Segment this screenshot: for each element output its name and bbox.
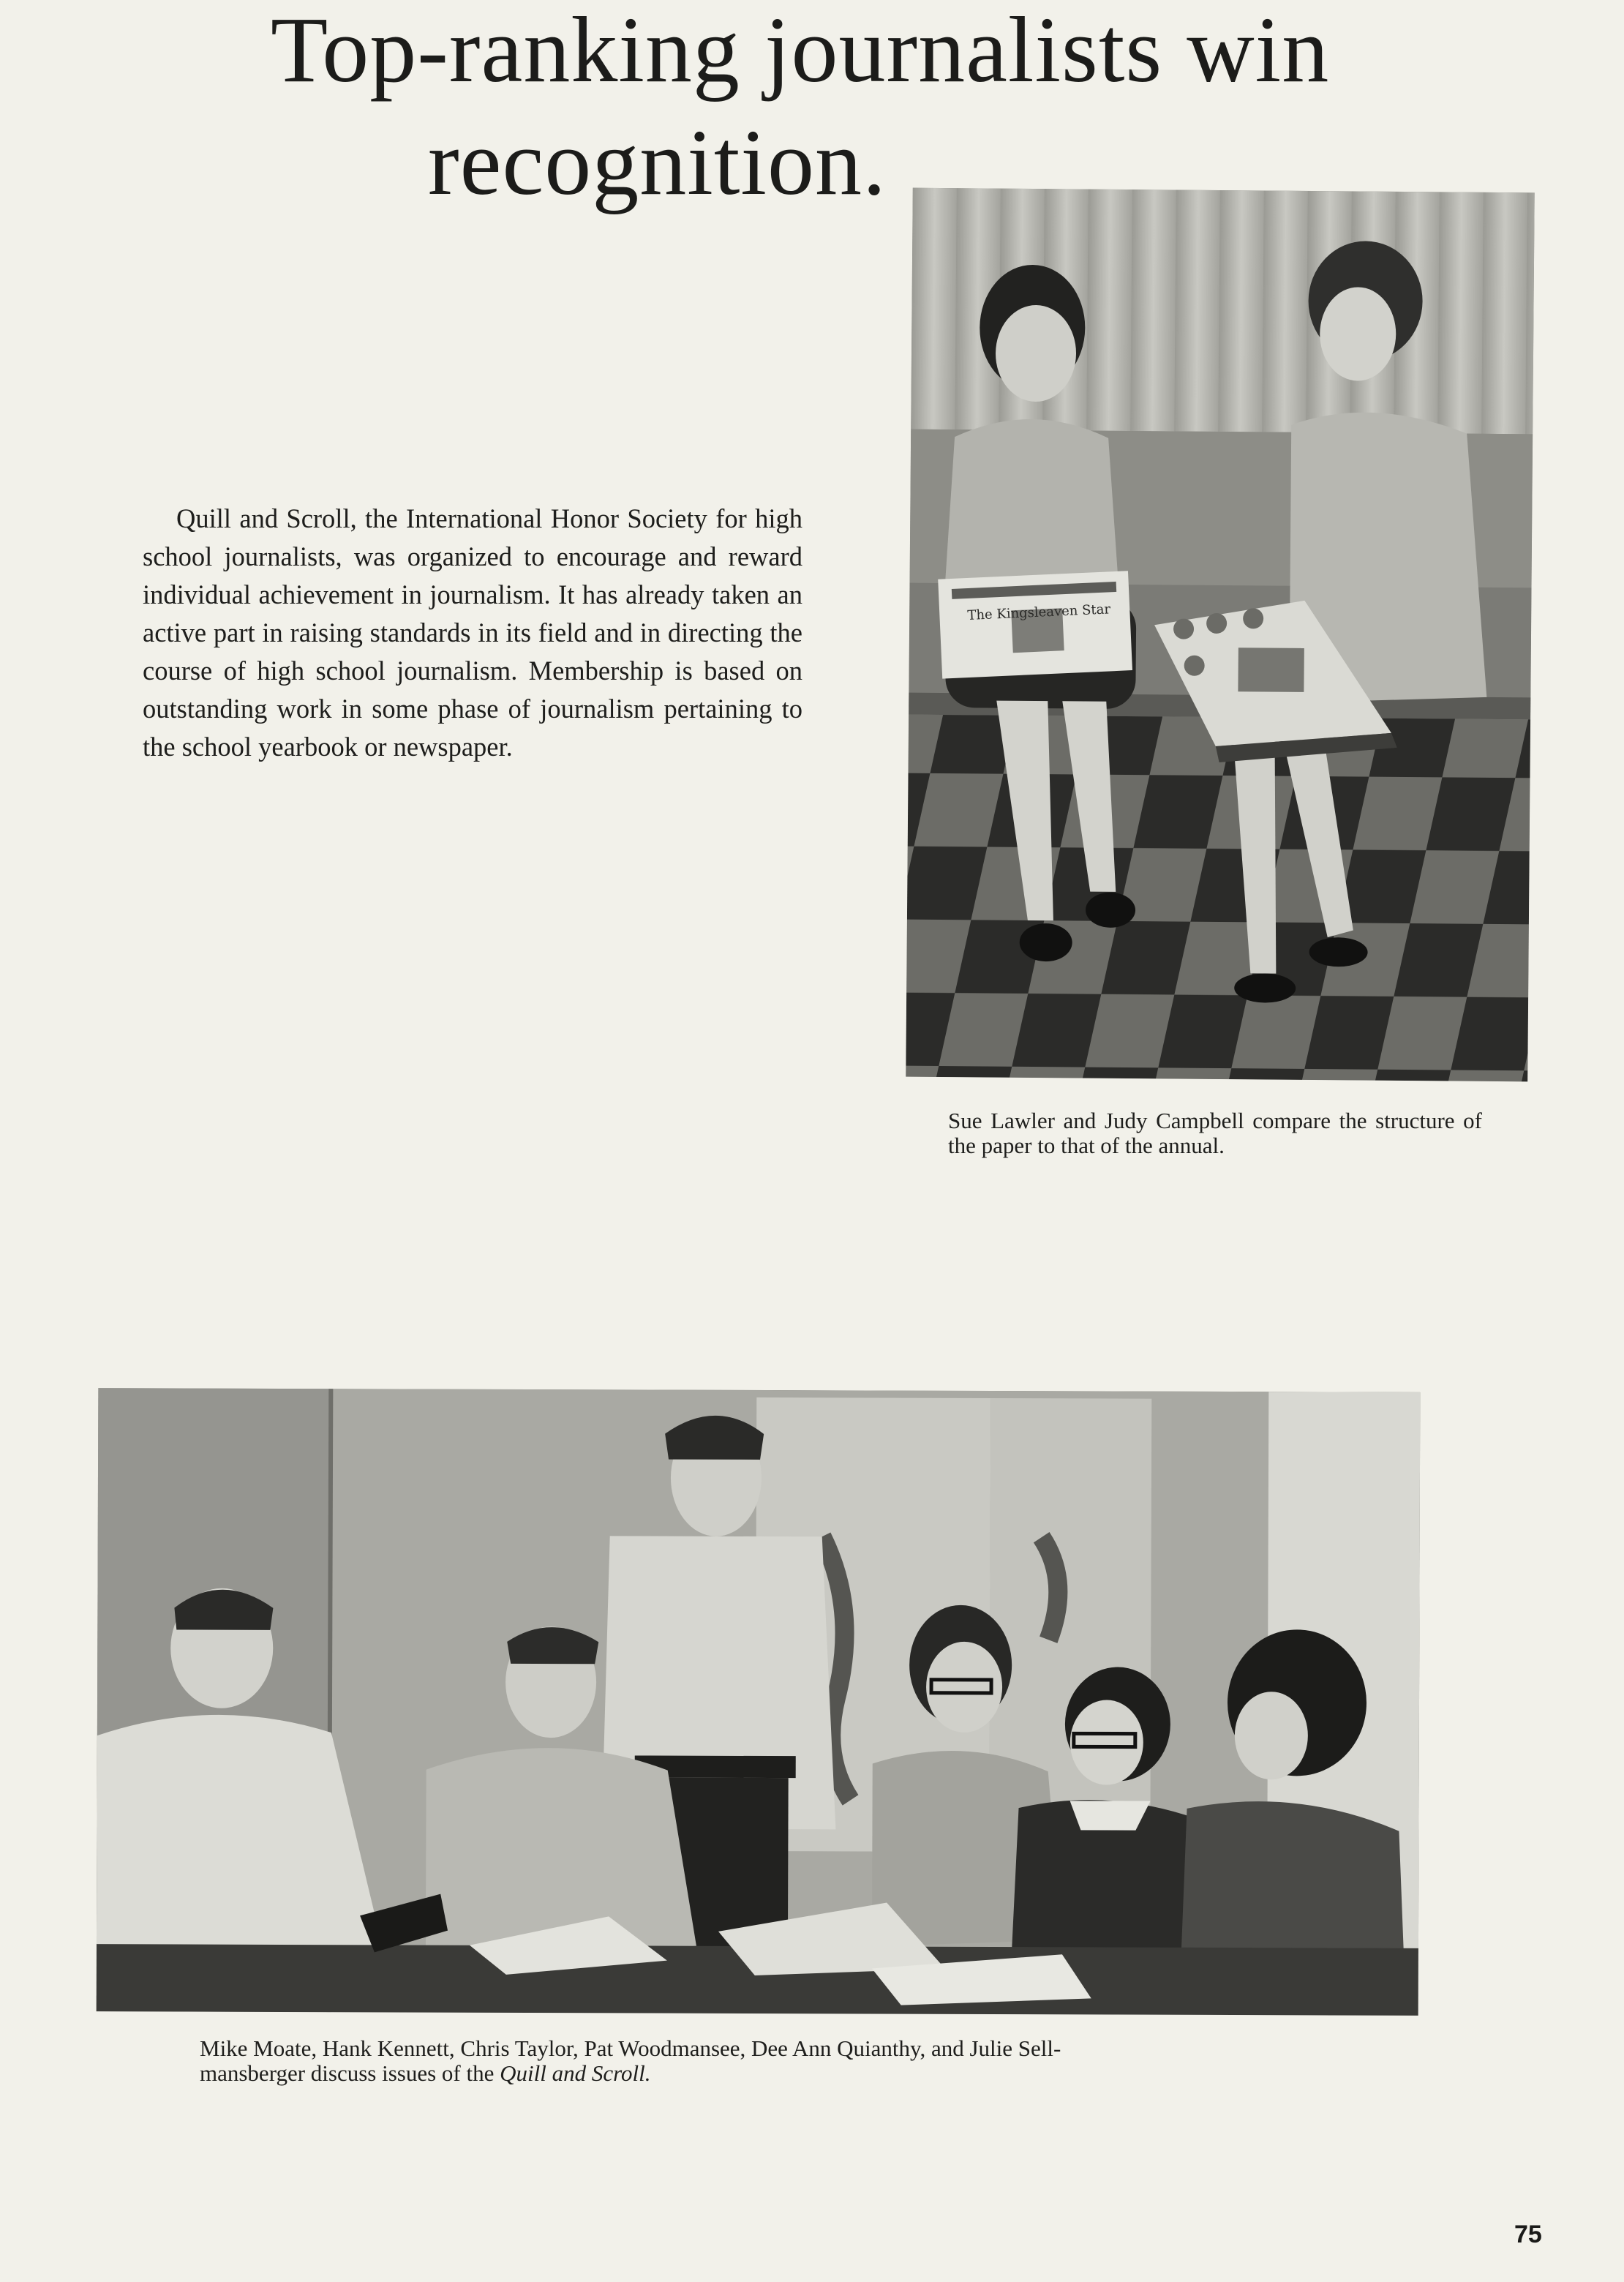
photo-students-reading-quill-and-scroll [97,1388,1421,2016]
caption-bottom-photo [200,2036,1297,2086]
photo-girls-comparing-publications [906,188,1535,1082]
intro-paragraph: Quill and Scroll, the International Honor Society for high school journalists, was organized to encourage and reward individual achievement in journalism. It has already taken an active part in raising standards in its field and in directing the course of high school journalism. Membership is based on outstanding work in some phase of journalism pertaining to the school yearbook or newspaper. [143,503,802,762]
page-number: 75 [1514,2221,1542,2248]
page-title-line-2: recognition. [428,110,887,214]
caption-bottom-line-1: Mike Moate, Hank Kennett, Chris Taylor, Pat Woodmansee, Dee Ann Quianthy, and Julie Sell- [200,2035,1061,2061]
caption-bottom-line-2 [200,2061,1297,2086]
caption-top-photo: Sue Lawler and Judy Campbell compare the structure of the paper to that of the annual. [948,1108,1482,1158]
caption-bottom-line-2-text: mansberger discuss issues of the [200,2060,500,2086]
publication-name: Quill and Scroll. [500,2060,651,2086]
page-title-line-1: Top-ranking journalists win [271,0,1330,102]
newspaper-masthead: The Kingsleaven Star [966,601,1111,624]
